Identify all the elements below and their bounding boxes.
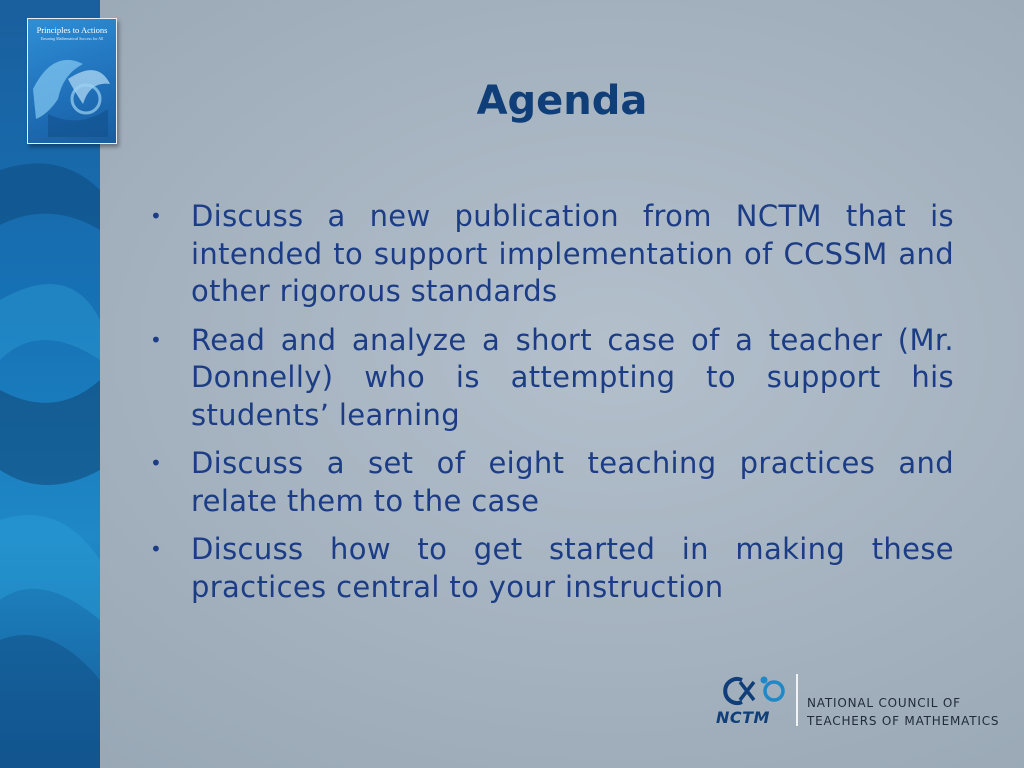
bullet-icon: • bbox=[150, 451, 163, 475]
bullet-icon: • bbox=[150, 327, 163, 352]
logo-divider bbox=[796, 674, 798, 726]
list-item bbox=[150, 445, 954, 520]
organization-name-line2: TEACHERS OF MATHEMATICS bbox=[807, 714, 1000, 728]
bullet-icon: • bbox=[150, 537, 163, 561]
nctm-symbol-icon bbox=[720, 674, 792, 708]
list-item-text: Read and analyze a short case of a teacher (Mr. Donnelly) who is attempting to support his students’ learning bbox=[191, 322, 954, 432]
nctm-logo bbox=[716, 672, 1016, 732]
list-item bbox=[150, 322, 954, 435]
page-title: Agenda bbox=[476, 78, 648, 124]
organization-name bbox=[807, 694, 999, 730]
nctm-wordmark: NCTM bbox=[716, 708, 770, 727]
list-item-text: Discuss how to get started in making these practices central to your instruction bbox=[191, 532, 954, 604]
book-title: Principles to Actions bbox=[36, 25, 108, 35]
bullet-icon: • bbox=[150, 204, 163, 228]
list-item bbox=[150, 198, 954, 311]
list-item-text: Discuss a set of eight teaching practices and relate them to the case bbox=[191, 446, 954, 518]
organization-name-line1: NATIONAL COUNCIL OF bbox=[807, 696, 961, 710]
agenda-list bbox=[150, 198, 954, 617]
list-item bbox=[150, 531, 954, 606]
book-subtitle: Ensuring Mathematical Success for All bbox=[40, 36, 104, 41]
list-item-text: Discuss a new publication from NCTM that is intended to support implementation of CCSSM and other rigorous standards bbox=[191, 199, 954, 308]
